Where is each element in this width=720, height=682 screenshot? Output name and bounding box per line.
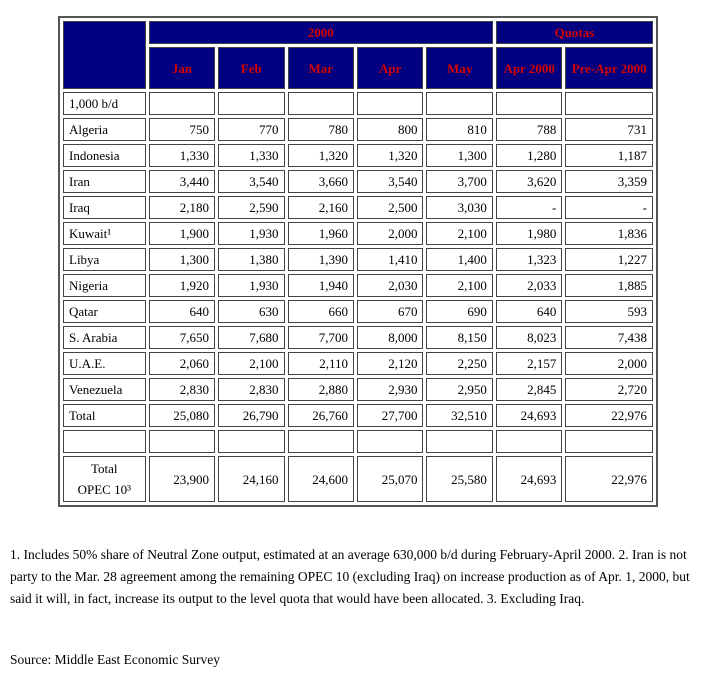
table-cell: 7,700	[288, 326, 354, 349]
table-cell: 2,100	[426, 222, 492, 245]
table-cell: 1,380	[218, 248, 284, 271]
table-cell: 2,830	[149, 378, 215, 401]
table-cell: 24,693	[496, 456, 562, 502]
empty-cell	[565, 92, 653, 115]
table-cell: 1,227	[565, 248, 653, 271]
empty-cell	[149, 92, 215, 115]
table-row	[63, 144, 653, 167]
table-cell: 24,160	[218, 456, 284, 502]
header-month: Mar	[288, 47, 354, 89]
table-cell: 788	[496, 118, 562, 141]
table-cell: 2,950	[426, 378, 492, 401]
table-cell: 2,110	[288, 352, 354, 375]
total-opec10-label-line1: Total	[91, 461, 118, 476]
table-row	[63, 404, 653, 427]
table-cell: 1,300	[426, 144, 492, 167]
table-cell: 8,023	[496, 326, 562, 349]
table-cell: 1,187	[565, 144, 653, 167]
table-cell: 7,680	[218, 326, 284, 349]
empty-cell	[63, 430, 146, 453]
table-cell: 1,930	[218, 222, 284, 245]
source-line: Source: Middle East Economic Survey	[10, 652, 220, 667]
table-cell: 2,000	[357, 222, 423, 245]
table-cell: 1,330	[218, 144, 284, 167]
country-label: Iran	[63, 170, 146, 193]
table-cell: 1,390	[288, 248, 354, 271]
table-cell: 780	[288, 118, 354, 141]
header-month: May	[426, 47, 492, 89]
total-opec10-label-line2: OPEC 10³	[77, 482, 131, 497]
table-cell: 8,150	[426, 326, 492, 349]
country-label: U.A.E.	[63, 352, 146, 375]
country-label: S. Arabia	[63, 326, 146, 349]
table-cell: 810	[426, 118, 492, 141]
table-cell: 1,940	[288, 274, 354, 297]
table-cell: 1,836	[565, 222, 653, 245]
empty-cell	[426, 430, 492, 453]
table-cell: 2,930	[357, 378, 423, 401]
table-cell: 1,920	[149, 274, 215, 297]
table-cell: 640	[149, 300, 215, 323]
table-cell: 1,960	[288, 222, 354, 245]
total-opec10-label	[63, 456, 146, 502]
table-cell: 1,930	[218, 274, 284, 297]
table-cell: 26,790	[218, 404, 284, 427]
empty-cell	[565, 430, 653, 453]
empty-cell	[496, 430, 562, 453]
table-cell: 660	[288, 300, 354, 323]
table-cell: 1,980	[496, 222, 562, 245]
table-cell: 640	[496, 300, 562, 323]
table-cell: 2,160	[288, 196, 354, 219]
table-cell: 800	[357, 118, 423, 141]
footnotes: 1. Includes 50% share of Neutral Zone output, estimated at an average 630,000 b/d during February-April 2000. 2. Iran is not party to the Mar. 28 agreement among the remaining OPEC 10 (excluding Iraq) on increase production as of Apr. 1, 2000, but said it will, in fact, increase its output to the level quota that would have been allocated. 3. Excluding Iraq.	[10, 547, 690, 606]
table-cell: 7,438	[565, 326, 653, 349]
table-row	[63, 378, 653, 401]
country-label: Total	[63, 404, 146, 427]
table-cell: 2,060	[149, 352, 215, 375]
table-row	[63, 248, 653, 271]
table-row	[63, 326, 653, 349]
table-cell: 1,280	[496, 144, 562, 167]
table-cell: 2,030	[357, 274, 423, 297]
table-cell: 2,157	[496, 352, 562, 375]
table-cell: 2,845	[496, 378, 562, 401]
header-group-2000: 2000	[149, 21, 493, 44]
table-cell: 630	[218, 300, 284, 323]
table-cell: 24,693	[496, 404, 562, 427]
empty-cell	[218, 430, 284, 453]
table-cell: 1,400	[426, 248, 492, 271]
table-cell: 1,410	[357, 248, 423, 271]
table-cell: 2,590	[218, 196, 284, 219]
empty-cell	[426, 92, 492, 115]
header-group-quotas: Quotas	[496, 21, 653, 44]
table-cell: 24,600	[288, 456, 354, 502]
table-cell: 7,650	[149, 326, 215, 349]
empty-cell	[149, 430, 215, 453]
table-cell: 2,830	[218, 378, 284, 401]
table-cell: 25,080	[149, 404, 215, 427]
table-row	[63, 196, 653, 219]
table-cell: 1,320	[288, 144, 354, 167]
country-label: Venezuela	[63, 378, 146, 401]
table-cell: 770	[218, 118, 284, 141]
table-cell: 3,660	[288, 170, 354, 193]
table-cell: 3,700	[426, 170, 492, 193]
country-label: Qatar	[63, 300, 146, 323]
table-cell: 27,700	[357, 404, 423, 427]
table-cell: 1,320	[357, 144, 423, 167]
header-month: Apr	[357, 47, 423, 89]
unit-row	[63, 92, 653, 115]
table-cell: 25,070	[357, 456, 423, 502]
country-label: Iraq	[63, 196, 146, 219]
table-cell: 3,359	[565, 170, 653, 193]
table-cell: 670	[357, 300, 423, 323]
empty-cell	[496, 92, 562, 115]
table-cell: 8,000	[357, 326, 423, 349]
table-cell: 3,540	[218, 170, 284, 193]
table-cell: -	[496, 196, 562, 219]
table-cell: 3,440	[149, 170, 215, 193]
header-month: Feb	[218, 47, 284, 89]
table-cell: 25,580	[426, 456, 492, 502]
table-cell: 593	[565, 300, 653, 323]
table-cell: -	[565, 196, 653, 219]
table-cell: 731	[565, 118, 653, 141]
table-cell: 3,540	[357, 170, 423, 193]
table-cell: 2,100	[218, 352, 284, 375]
country-label: Kuwait¹	[63, 222, 146, 245]
empty-cell	[288, 92, 354, 115]
unit-label: 1,000 b/d	[63, 92, 146, 115]
empty-cell	[357, 430, 423, 453]
header-month: Jan	[149, 47, 215, 89]
table-cell: 690	[426, 300, 492, 323]
table-cell: 22,976	[565, 456, 653, 502]
table-row	[63, 222, 653, 245]
table-cell: 1,885	[565, 274, 653, 297]
header-row-groups	[63, 21, 653, 44]
table-row	[63, 170, 653, 193]
table-cell: 1,900	[149, 222, 215, 245]
table-row	[63, 118, 653, 141]
table-cell: 2,100	[426, 274, 492, 297]
table-cell: 3,620	[496, 170, 562, 193]
table-cell: 3,030	[426, 196, 492, 219]
table-cell: 22,976	[565, 404, 653, 427]
table-row	[63, 352, 653, 375]
table-cell: 2,250	[426, 352, 492, 375]
table-cell: 2,180	[149, 196, 215, 219]
opec-production-table	[58, 16, 658, 507]
spacer-row	[63, 430, 653, 453]
opec-production-table-wrapper	[58, 16, 658, 507]
header-quota: Apr 2000	[496, 47, 562, 89]
country-label: Libya	[63, 248, 146, 271]
table-cell: 26,760	[288, 404, 354, 427]
table-cell: 2,720	[565, 378, 653, 401]
country-label: Algeria	[63, 118, 146, 141]
header-quota: Pre-Apr 2000	[565, 47, 653, 89]
table-cell: 1,300	[149, 248, 215, 271]
table-cell: 2,000	[565, 352, 653, 375]
total-opec10-row	[63, 456, 653, 502]
empty-cell	[218, 92, 284, 115]
table-cell: 1,330	[149, 144, 215, 167]
table-cell: 1,323	[496, 248, 562, 271]
header-corner	[63, 21, 146, 89]
table-cell: 2,500	[357, 196, 423, 219]
table-cell: 2,033	[496, 274, 562, 297]
table-cell: 2,120	[357, 352, 423, 375]
country-label: Nigeria	[63, 274, 146, 297]
table-row	[63, 274, 653, 297]
header-row-columns	[63, 47, 653, 89]
table-cell: 750	[149, 118, 215, 141]
table-cell: 23,900	[149, 456, 215, 502]
empty-cell	[288, 430, 354, 453]
country-label: Indonesia	[63, 144, 146, 167]
table-row	[63, 300, 653, 323]
table-cell: 32,510	[426, 404, 492, 427]
empty-cell	[357, 92, 423, 115]
table-cell: 2,880	[288, 378, 354, 401]
